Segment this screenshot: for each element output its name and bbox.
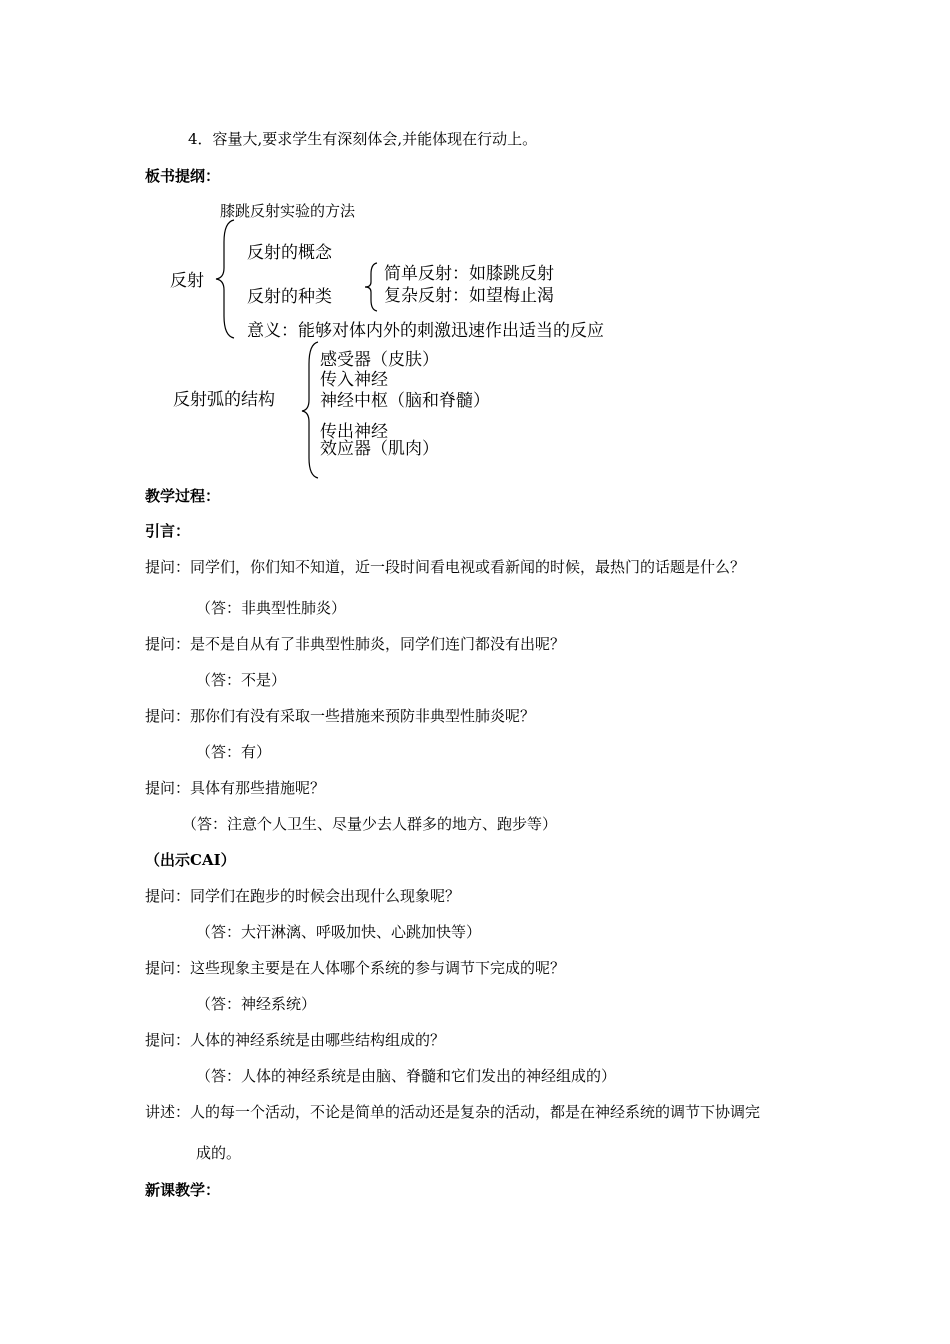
question-prefix: 提问： [145,959,191,977]
question-prefix: 提问： [145,558,191,576]
outline-complex-reflex: 复杂反射：如望梅止渴 [384,286,554,306]
answer-line: （答：注意个人卫生、尽量少去人群多的地方、跑步等） [182,815,558,833]
arc-item-receptor: 感受器（皮肤） [320,350,439,370]
lecture-line [145,1101,760,1122]
question-text: 同学们在跑步的时候会出现什么现象呢？ [190,887,461,905]
question-prefix: 提问： [145,887,191,905]
question-prefix: 提问： [145,779,191,797]
arc-item-afferent: 传入神经 [320,370,388,390]
question-text: 具体有那些措施呢？ [190,779,326,797]
outline-meaning: 意义：能够对体内外的刺激迅速作出适当的反应 [247,321,604,341]
arc-item-effector: 效应器（肌肉） [320,439,439,459]
question-line [145,705,535,726]
question-prefix: 提问： [145,707,191,725]
lead-heading: 引言： [145,522,191,540]
question-prefix: 提问： [145,1031,191,1049]
answer-line: （答：有） [196,743,272,761]
answer-line: （答：不是） [196,671,287,689]
arc-item-efferent: 传出神经 [320,422,388,442]
question-text: 人体的神经系统是由哪些结构组成的？ [190,1031,446,1049]
question-line [145,1029,445,1050]
outline-heading: 板书提纲： [145,167,221,185]
reflex-brace [214,218,236,340]
question-text: 同学们，你们知不知道，近一段时间看电视或看新闻的时候，最热门的话题是什么？ [190,558,746,576]
new-lesson-heading: 新课教学： [145,1181,221,1199]
outline-simple-reflex: 简单反射：如膝跳反射 [384,264,554,284]
lecture-prefix: 讲述： [145,1103,191,1121]
answer-line: （答：神经系统） [196,995,317,1013]
answer-line: （答：大汗淋漓、呼吸加快、心跳加快等） [196,923,482,941]
question-text: 这些现象主要是在人体哪个系统的参与调节下完成的呢？ [190,959,566,977]
arc-item-center: 神经中枢（脑和脊髓） [320,391,490,411]
question-line [145,777,325,798]
outline-method: 膝跳反射实验的方法 [220,202,356,220]
question-line [145,556,745,577]
lecture-continuation: 成的。 [196,1144,242,1162]
question-text: 是不是自从有了非典型性肺炎，同学们连门都没有出呢？ [190,635,566,653]
answer-line: （答：人体的神经系统是由脑、脊髓和它们发出的神经组成的） [196,1067,617,1085]
outline-arc-label: 反射弧的结构 [173,390,275,410]
cai-label: （出示CAI） [145,851,236,869]
question-line [145,957,565,978]
question-line [145,885,460,906]
lecture-text: 人的每一个活动，不论是简单的活动还是复杂的活动，都是在神经系统的调节下协调完 [190,1103,761,1121]
outline-types: 反射的种类 [247,287,332,307]
types-brace [363,262,379,312]
process-heading: 教学过程： [145,487,221,505]
question-prefix: 提问： [145,635,191,653]
intro-item-4: 4．容量大,要求学生有深刻体会,并能体现在行动上。 [188,130,538,148]
arc-brace [300,340,320,480]
outline-reflex-label: 反射 [170,271,204,291]
answer-line: （答：非典型性肺炎） [196,599,347,617]
question-text: 那你们有没有采取一些措施来预防非典型性肺炎呢？ [190,707,536,725]
question-line [145,633,565,654]
outline-concept: 反射的概念 [247,243,332,263]
